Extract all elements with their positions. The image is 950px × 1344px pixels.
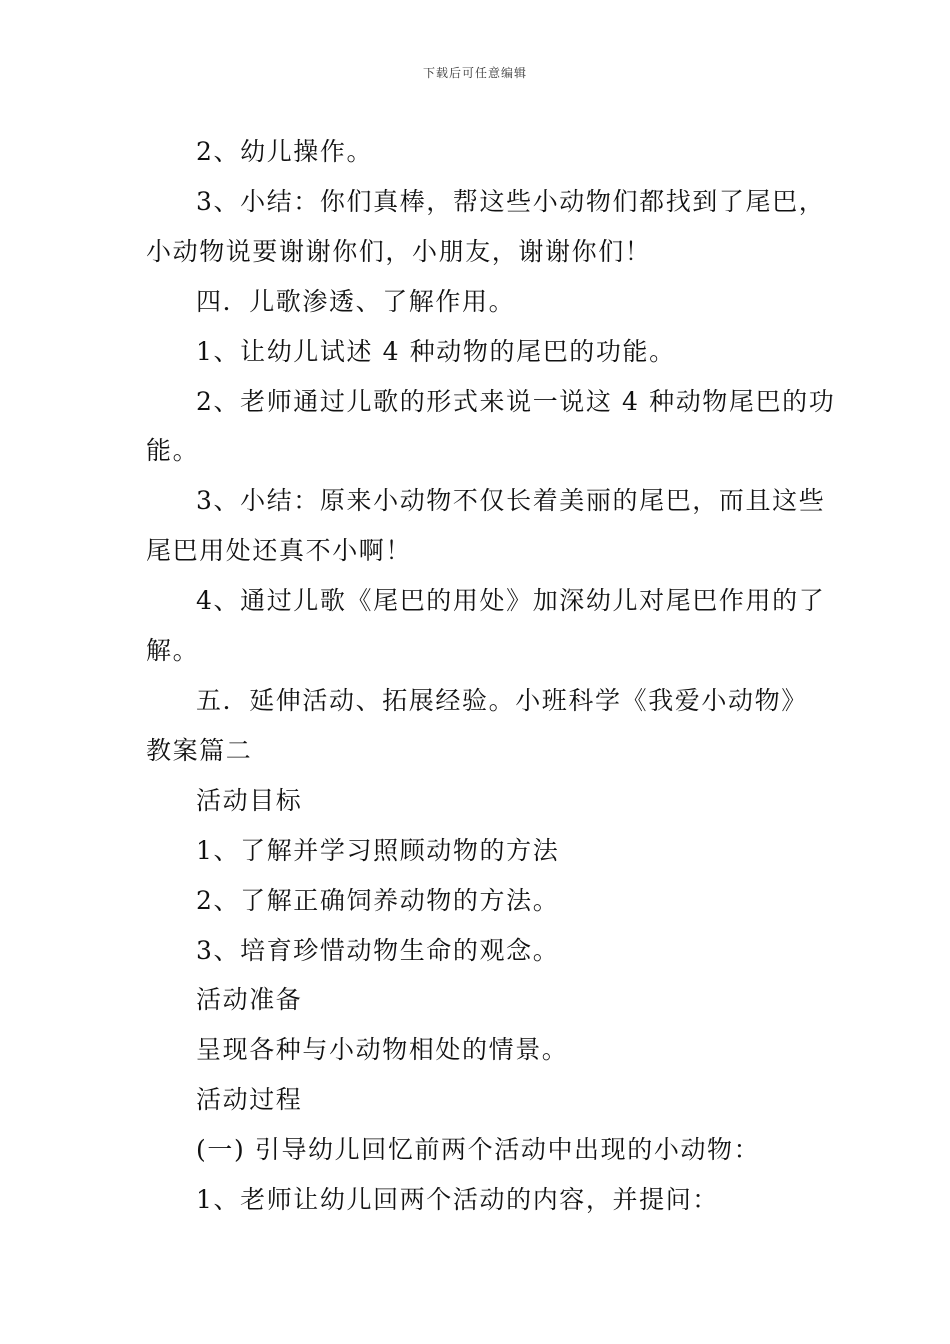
paragraph-2-line-1: 3、小结：你们真棒，帮这些小动物们都找到了尾巴， [196,186,826,216]
goal-item-1: 1、了解并学习照顾动物的方法 [196,835,560,865]
process-step-1-item-1: 1、老师让幼儿回两个活动的内容，并提问： [196,1185,719,1215]
preparation-text: 呈现各种与小动物相处的情景。 [196,1035,569,1065]
section-heading-goals: 活动目标 [196,785,303,815]
process-step-1: (一) 引导幼儿回忆前两个活动中出现的小动物： [196,1135,761,1165]
paragraph-5-line-1: 2、老师通过儿歌的形式来说一说这 4 种动物尾巴的功 [196,386,836,416]
paragraph-8-line-2: 教案篇二 [146,735,253,765]
document-body [146,127,836,1225]
paragraph-5-line-2: 能。 [146,436,200,466]
section-heading-process: 活动过程 [196,1085,303,1115]
goal-item-2: 2、了解正确饲养动物的方法。 [196,885,560,915]
paragraph-2-line-2: 小动物说要谢谢你们，小朋友，谢谢你们！ [146,236,652,266]
paragraph-7-line-1: 4、通过儿歌《尾巴的用处》加深幼儿对尾巴作用的了 [196,586,826,616]
paragraph-3: 四．儿歌渗透、了解作用。 [196,286,516,316]
section-heading-preparation: 活动准备 [196,985,303,1015]
paragraph-4: 1、让幼儿试述 4 种动物的尾巴的功能。 [196,336,676,366]
paragraph-7-line-2: 解。 [146,636,200,666]
paragraph-6-line-1: 3、小结：原来小动物不仅长着美丽的尾巴，而且这些 [196,486,826,516]
paragraph-6-line-2: 尾巴用处还真不小啊！ [146,536,413,566]
paragraph-1: 2、幼儿操作。 [196,137,374,166]
goal-item-3: 3、培育珍惜动物生命的观念。 [196,935,560,965]
paragraph-8-line-1: 五．延伸活动、拓展经验。小班科学《我爱小动物》 [196,685,808,715]
page-header: 下载后可任意编辑 [422,66,527,80]
